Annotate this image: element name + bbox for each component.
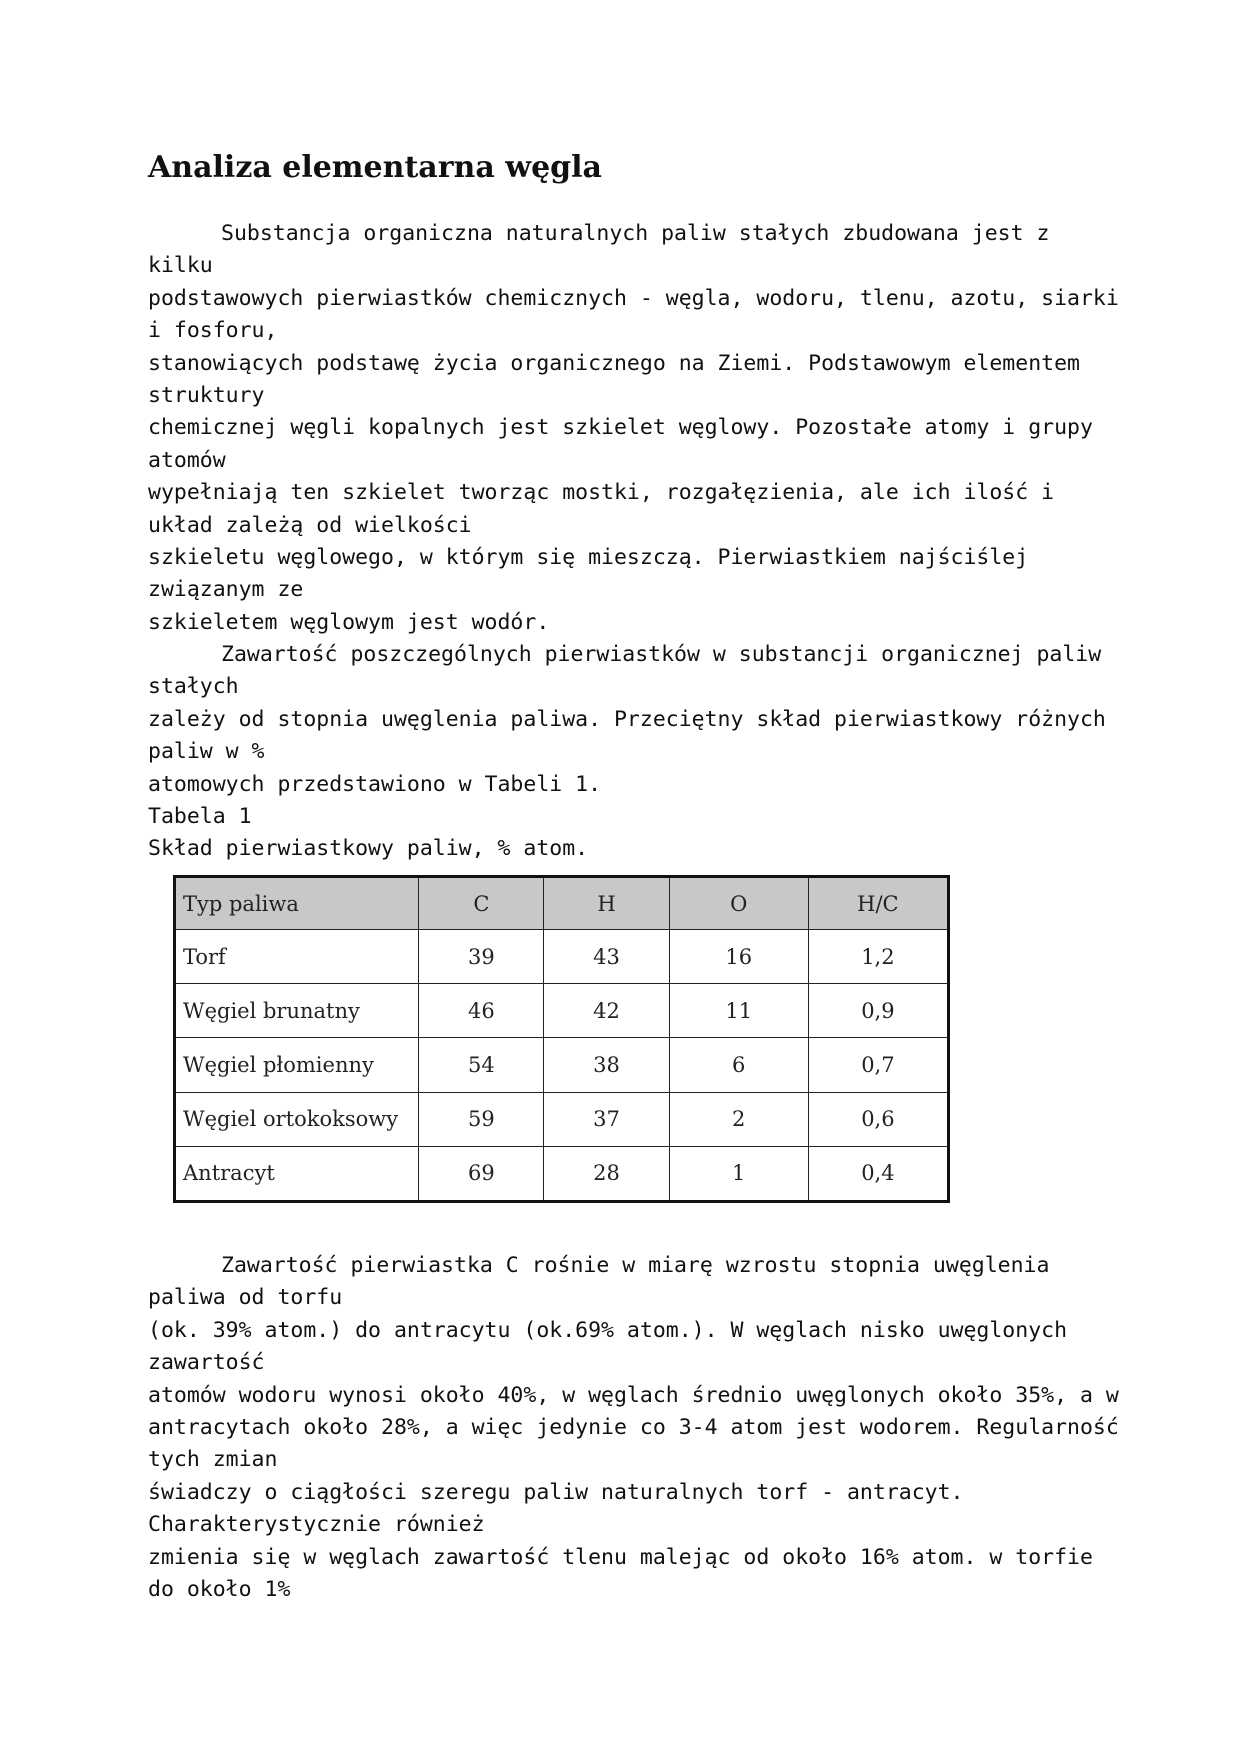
header-h: H (544, 877, 669, 930)
paragraph-1-line: chemicznej węgli kopalnych jest szkielet węglowy. Pozostałe atomy i grupy (148, 415, 1093, 441)
paragraph-1-line: Substancja organiczna naturalnych paliw stałych zbudowana jest z (221, 221, 1050, 246)
table-row (175, 984, 949, 1038)
paragraph-2-line: stałych (148, 674, 239, 700)
paragraph-3-line: atomów wodoru wynosi około 40%, w węglach średnio uwęglonych około 35%, a w (148, 1382, 1119, 1408)
cell-c: 46 (419, 984, 544, 1038)
cell-h-c: 1,2 (808, 930, 948, 984)
cell-h: 38 (544, 1038, 669, 1092)
table-row (175, 1092, 949, 1146)
header-c: C (419, 877, 544, 930)
paragraph-1-line: szkieletu węglowego, w którym się mieszczą. Pierwiastkiem najściślej (148, 544, 1029, 570)
paragraph-3-line: paliwa od torfu (148, 1285, 343, 1311)
paragraph-3-line: Charakterystycznie również (148, 1512, 485, 1538)
cell-h: 42 (544, 984, 669, 1038)
paragraph-1-line: struktury (148, 382, 265, 408)
cell-h: 43 (544, 930, 669, 984)
cell-h-c: 0,4 (808, 1146, 948, 1201)
paragraph-1-line: układ zależą od wielkości (148, 512, 472, 538)
paragraph-2-line: zależy od stopnia uwęglenia paliwa. Przeciętny skład pierwiastkowy różnych (148, 706, 1106, 732)
cell-c: 54 (419, 1038, 544, 1092)
paragraph-3-line: antracytach około 28%, a więc jedynie co 3-4 atom jest wodorem. Regularność (148, 1414, 1119, 1440)
header-h-c: H/C (808, 877, 948, 930)
cell-c: 39 (419, 930, 544, 984)
cell-o: 11 (669, 984, 808, 1038)
table-row (175, 1038, 949, 1092)
paragraph-3-line: (ok. 39% atom.) do antracytu (ok.69% atom.). W węglach nisko uwęglonych (148, 1317, 1068, 1343)
cell-c: 59 (419, 1092, 544, 1146)
cell-fuel-type: Torf (175, 930, 419, 984)
fuel-composition-table (173, 875, 950, 1203)
cell-fuel-type: Węgiel ortokoksowy (175, 1092, 419, 1146)
cell-o: 6 (669, 1038, 808, 1092)
fuel-composition-table-wrap (173, 875, 950, 1203)
intro-text (148, 218, 1119, 866)
paragraph-2-line: atomowych przedstawiono w Tabeli 1. (148, 771, 602, 797)
cell-h: 28 (544, 1146, 669, 1201)
paragraph-3-line: do około 1% (148, 1576, 291, 1602)
cell-fuel-type: Węgiel brunatny (175, 984, 419, 1038)
cell-fuel-type: Antracyt (175, 1146, 419, 1201)
conclusion-text (148, 1250, 1119, 1606)
cell-o: 16 (669, 930, 808, 984)
header-o: O (669, 877, 808, 930)
cell-h-c: 0,9 (808, 984, 948, 1038)
page-title: Analiza elementarna węgla (148, 150, 602, 185)
paragraph-3-line: zmienia się w węglach zawartość tlenu malejąc od około 16% atom. w torfie (148, 1544, 1093, 1570)
table-row (175, 1146, 949, 1201)
header-fuel-type: Typ paliwa (175, 877, 419, 930)
paragraph-1-line: wypełniają ten szkielet tworząc mostki, rozgałęzienia, ale ich ilość i (148, 480, 1055, 506)
cell-c: 69 (419, 1146, 544, 1201)
paragraph-1-line: atomów (148, 447, 226, 473)
paragraph-2-line: Zawartość poszczególnych pierwiastków w substancji organicznej paliw (221, 642, 1102, 668)
cell-h-c: 0,7 (808, 1038, 948, 1092)
paragraph-1-line: związanym ze (148, 577, 304, 603)
paragraph-3-line: tych zmian (148, 1447, 278, 1473)
cell-fuel-type: Węgiel płomienny (175, 1038, 419, 1092)
cell-h: 37 (544, 1092, 669, 1146)
table-caption: Skład pierwiastkowy paliw, % atom. (148, 836, 589, 862)
cell-h-c: 0,6 (808, 1092, 948, 1146)
paragraph-3-line: zawartość (148, 1350, 265, 1376)
paragraph-1-line: podstawowych pierwiastków chemicznych - węgla, wodoru, tlenu, azotu, siarki (148, 285, 1119, 311)
table-header-row (175, 877, 949, 930)
paragraph-1-line: szkieletem węglowym jest wodór. (148, 609, 550, 635)
table-label: Tabela 1 (148, 804, 252, 830)
paragraph-1-line: stanowiących podstawę życia organicznego na Ziemi. Podstawowym elementem (148, 350, 1080, 376)
paragraph-3-line: świadczy o ciągłości szeregu paliw naturalnych torf - antracyt. (148, 1479, 964, 1505)
cell-o: 1 (669, 1146, 808, 1201)
paragraph-1-line: kilku (148, 253, 213, 279)
paragraph-1-line: i fosforu, (148, 318, 278, 344)
paragraph-3-line: Zawartość pierwiastka C rośnie w miarę wzrostu stopnia uwęglenia (221, 1253, 1050, 1278)
table-row (175, 930, 949, 984)
cell-o: 2 (669, 1092, 808, 1146)
paragraph-2-line: paliw w % (148, 739, 265, 765)
